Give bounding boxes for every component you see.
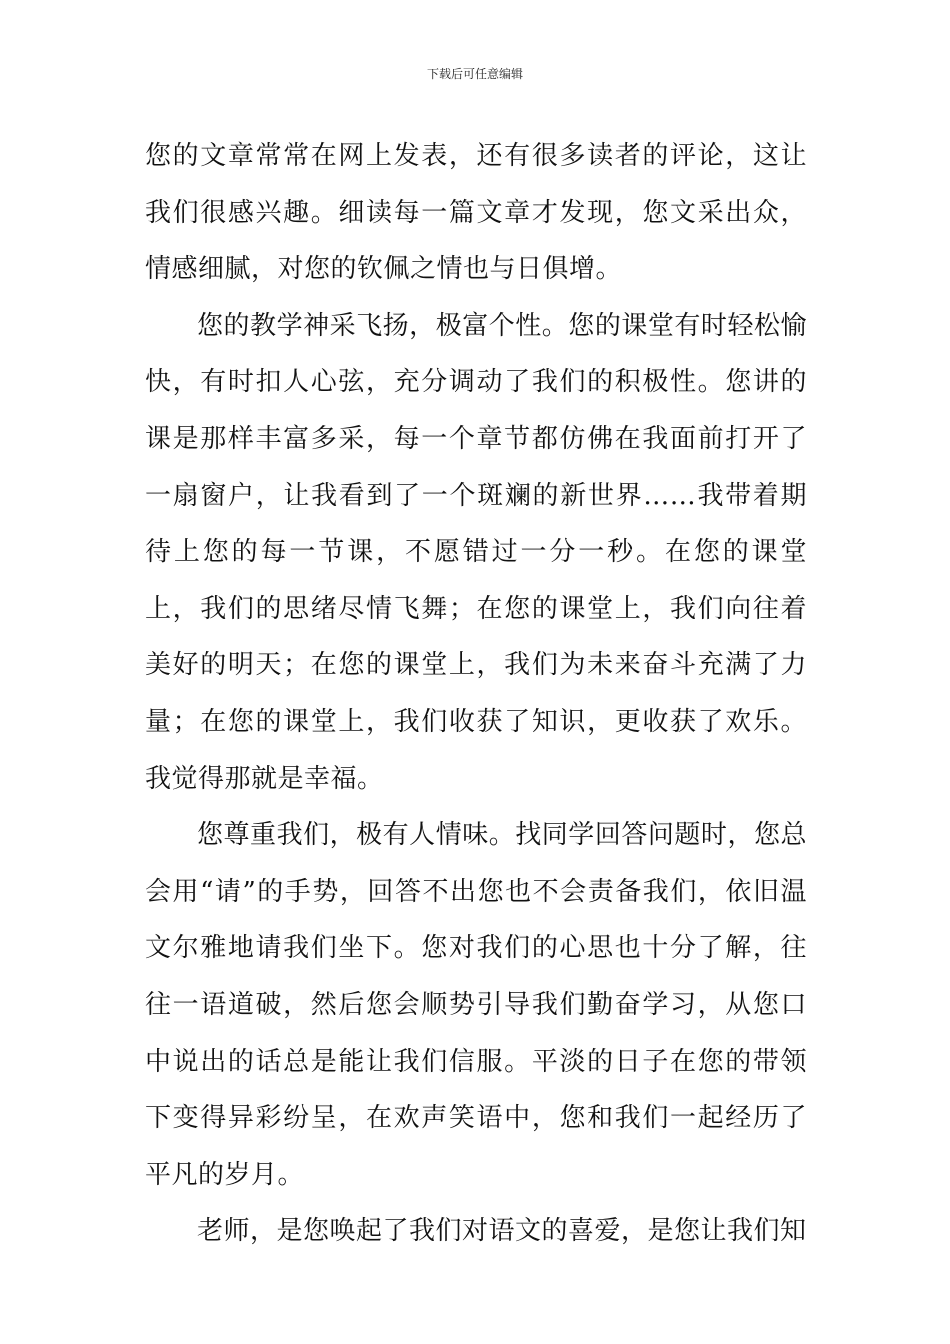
paragraph-respect: 您尊重我们，极有人情味。找同学回答问题时，您总会用“请”的手势，回答不出您也不会责备我们，依旧温文尔雅地请我们坐下。您对我们的心思也十分了解，往往一语道破，然后您会顺势引导我们勤奋学习，从您口中说出的话总是能让我们信服。平淡的日子在您的带领下变得异彩纷呈，在欢声笑语中，您和我们一起经历了平凡的岁月。 [145, 820, 807, 1190]
paragraph-teaching-style: 您的教学神采飞扬，极富个性。您的课堂有时轻松愉快，有时扣人心弦，充分调动了我们的积极性。您讲的课是那样丰富多采，每一个章节都仿佛在我面前打开了一扇窗户，让我看到了一个斑斓的新世界……我带着期待上您的每一节课，不愿错过一分一秒。在您的课堂上，我们的思绪尽情飞舞；在您的课堂上，我们向往着美好的明天；在您的课堂上，我们为未来奋斗充满了力量；在您的课堂上，我们收获了知识，更收获了欢乐。我觉得那就是幸福。 [145, 310, 807, 794]
page-header: 下载后可任意编辑 [426, 67, 523, 81]
paragraph-continued: 您的文章常常在网上发表，还有很多读者的评论，这让我们很感兴趣。细读每一篇文章才发现，您文采出众，情感细腻，对您的钦佩之情也与日俱增。 [145, 141, 807, 285]
paragraph-closing: 老师，是您唤起了我们对语文的喜爱，是您让我们知 [197, 1216, 807, 1247]
document-body [145, 128, 807, 1260]
